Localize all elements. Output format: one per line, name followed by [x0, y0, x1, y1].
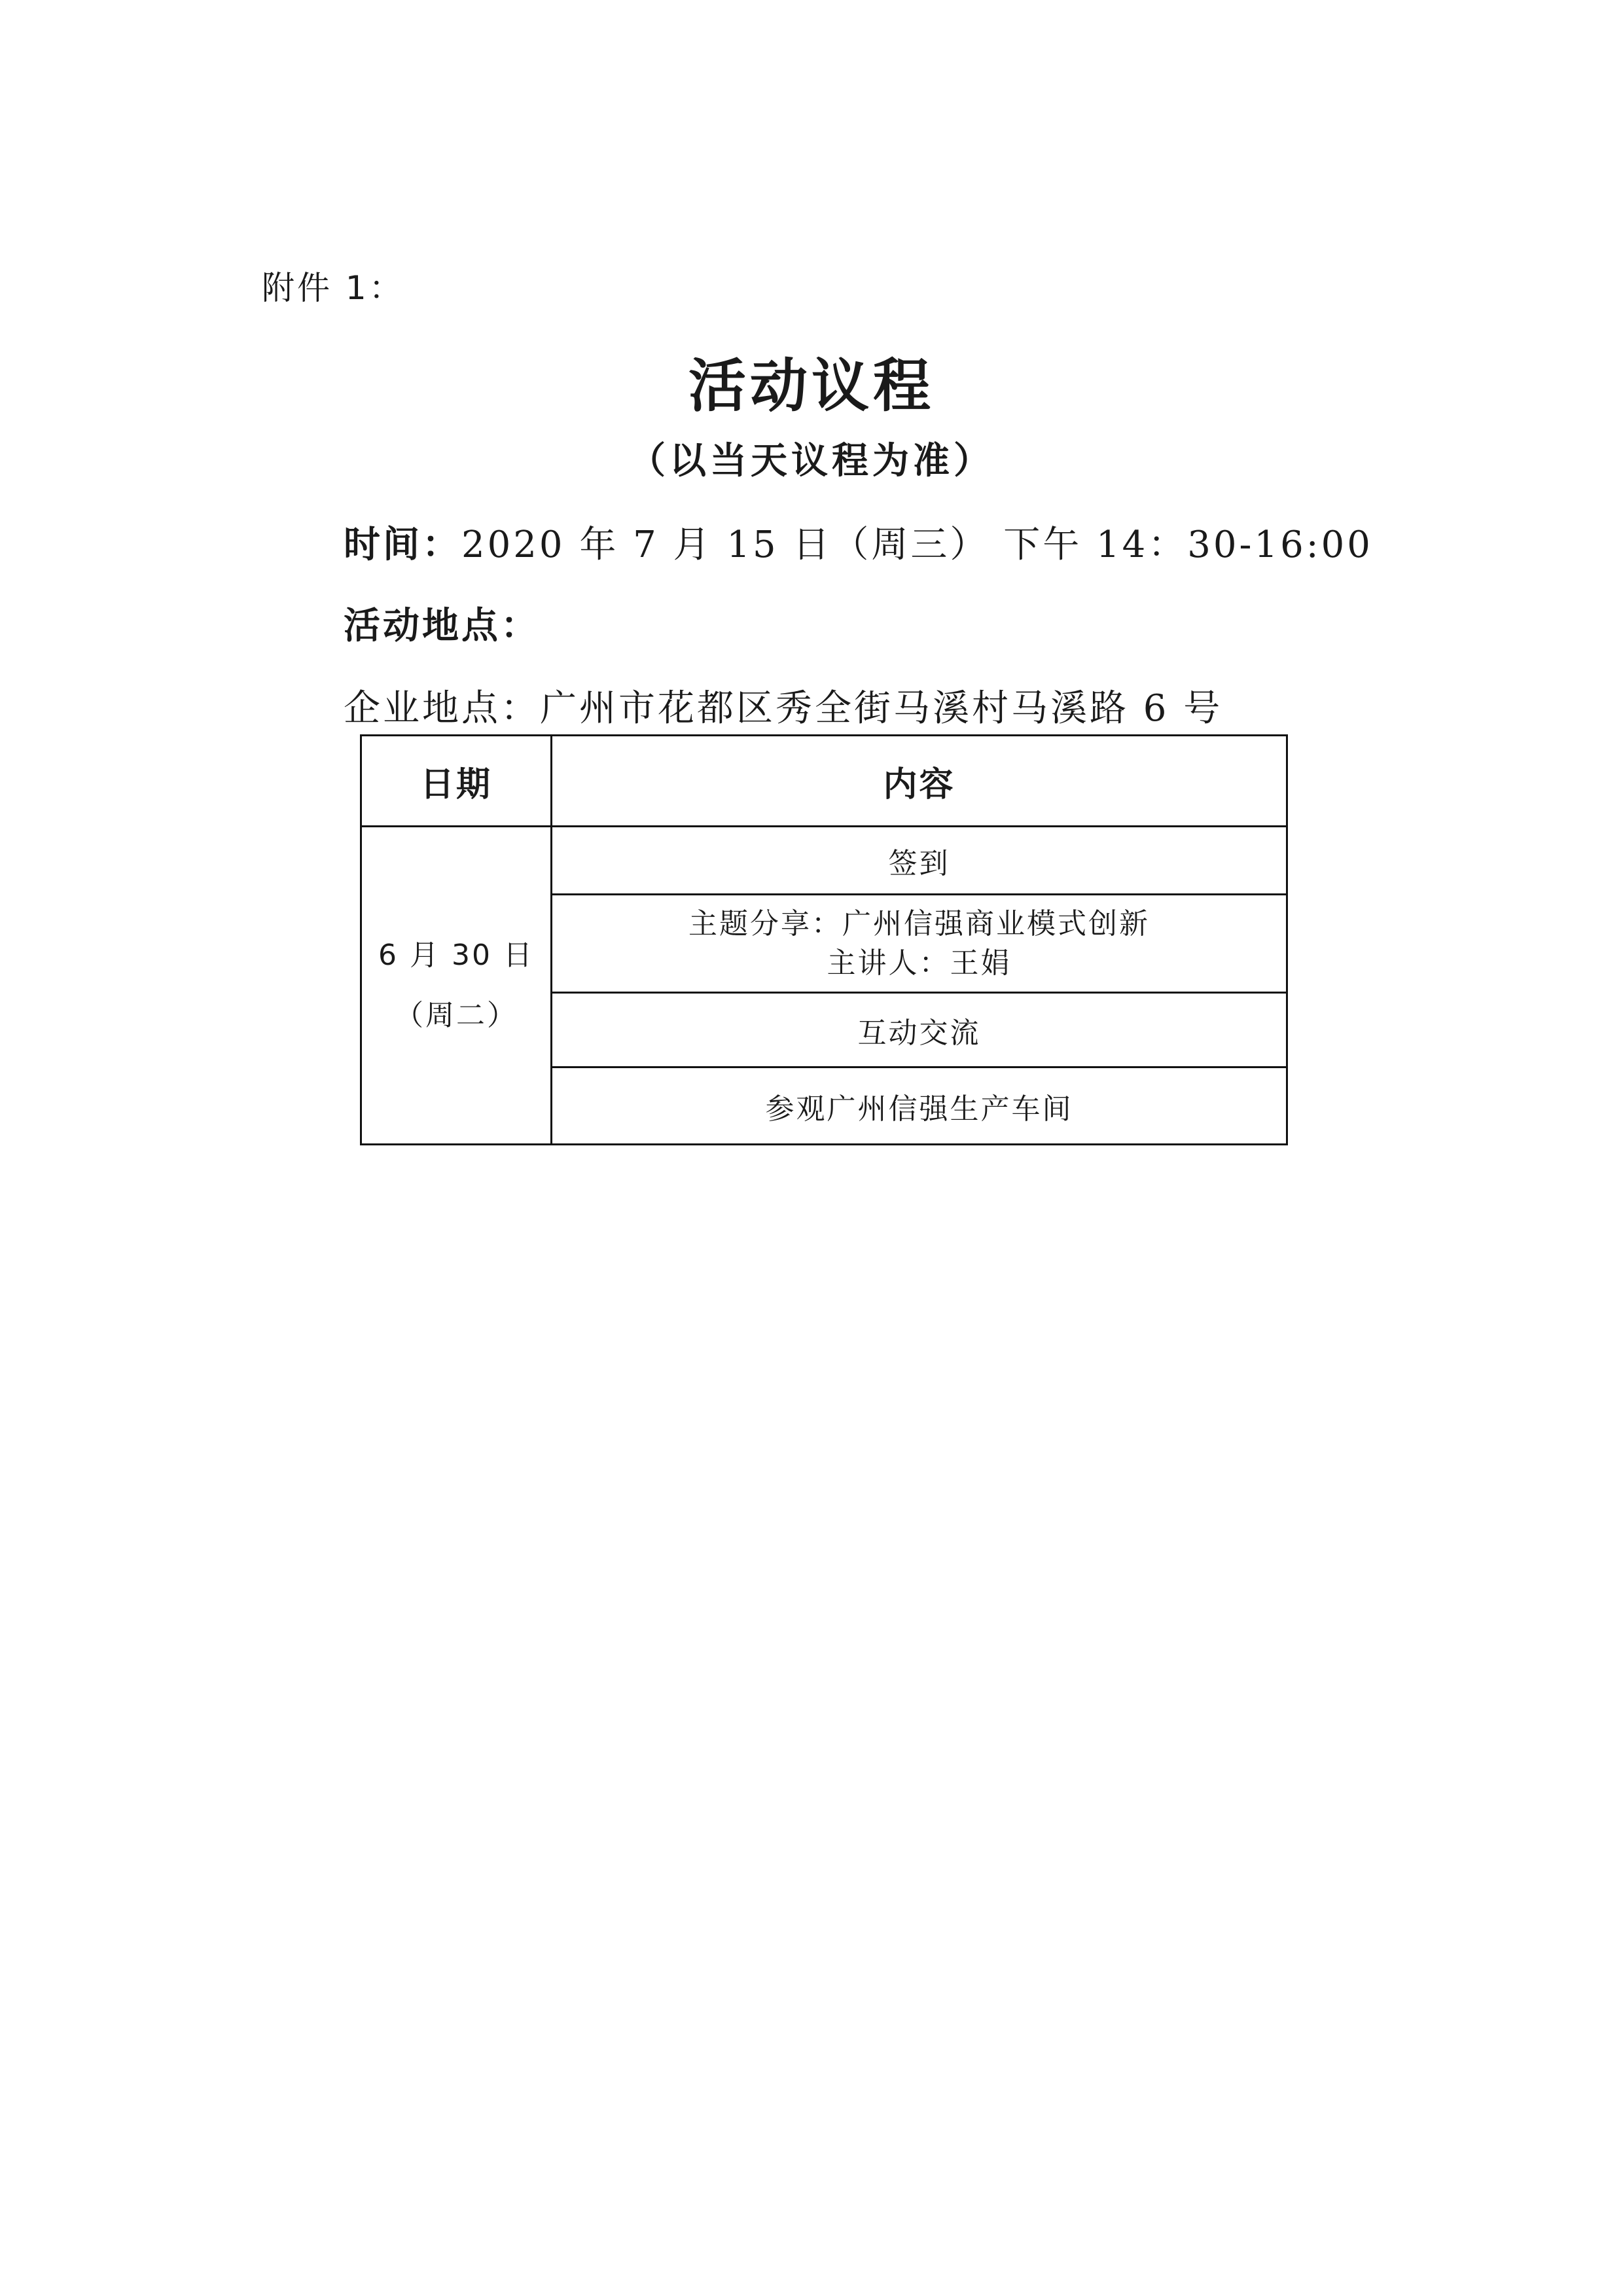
agenda-item-visit: 参观广州信强生产车间 — [552, 1067, 1287, 1145]
date-weekday: （周二） — [395, 998, 518, 1032]
agenda-item-topic — [552, 895, 1287, 993]
table-row — [361, 827, 1287, 895]
company-location-line — [344, 679, 1222, 732]
table-header-row — [361, 736, 1287, 827]
topic-speaker: 主讲人：王娟 — [827, 946, 1012, 980]
time-value: 2020 年 7 月 15 日（周三） 下午 14：30-16:00 — [461, 524, 1373, 566]
agenda-item-interaction: 互动交流 — [552, 993, 1287, 1067]
attachment-label: 附件 1： — [262, 269, 404, 307]
page-title: 活动议程 — [688, 351, 935, 420]
company-location-value: 广州市花都区秀全街马溪村马溪路 6 号 — [540, 687, 1223, 730]
topic-title: 主题分享：广州信强商业模式创新 — [688, 906, 1150, 941]
header-date: 日期 — [361, 736, 552, 827]
time-label: 时间： — [344, 523, 461, 566]
agenda-item-checkin: 签到 — [552, 827, 1287, 895]
time-line — [344, 516, 1373, 568]
venue-line — [344, 597, 540, 649]
date-text: 6 月 30 日 — [378, 938, 534, 972]
venue-label: 活动地点： — [344, 604, 540, 647]
company-location-label: 企业地点： — [344, 687, 540, 730]
page-subtitle: （以当天议程为准） — [629, 439, 994, 482]
date-cell — [361, 827, 552, 1145]
header-content: 内容 — [552, 736, 1287, 827]
agenda-table — [360, 734, 1288, 1145]
